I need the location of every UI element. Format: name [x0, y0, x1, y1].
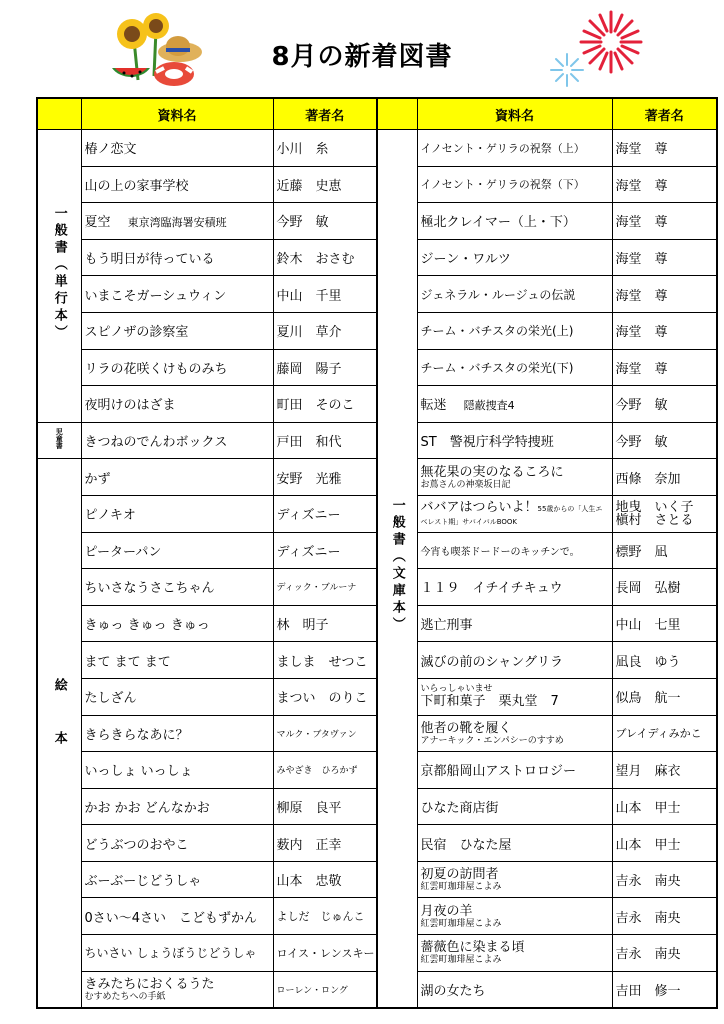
book-author: ましま せつこ: [273, 642, 377, 679]
book-author: 海堂 尊: [612, 276, 717, 313]
book-title: イノセント・ゲリラの祝祭（上）: [417, 130, 612, 167]
table-row: [37, 459, 377, 496]
book-author: まつい のりこ: [273, 678, 377, 715]
book-title: 民宿 ひなた屋: [417, 825, 612, 862]
col-header-title: 資料名: [81, 98, 273, 130]
table-row: [37, 788, 377, 825]
fireworks-illustration: [545, 8, 651, 92]
book-author: 吉永 南央: [612, 861, 717, 898]
table-row: [377, 459, 717, 496]
table-row: [377, 971, 717, 1008]
book-title: ST 警視庁科学特捜班: [417, 422, 612, 459]
book-author: 吉永 南央: [612, 898, 717, 935]
book-title: 薔薇色に染まる頃 紅雲町珈琲屋こよみ: [417, 935, 612, 972]
book-title: 山の上の家事学校: [81, 166, 273, 203]
book-author: 今野 敏: [273, 203, 377, 240]
table-row: [37, 898, 377, 935]
book-title: 月夜の羊 紅雲町珈琲屋こよみ: [417, 898, 612, 935]
book-author: 藤岡 陽子: [273, 349, 377, 386]
book-author: 標野 凪: [612, 532, 717, 569]
table-row: [37, 678, 377, 715]
book-title: ひなた商店街: [417, 788, 612, 825]
book-title: かず: [81, 459, 273, 496]
book-title: 夜明けのはざま: [81, 386, 273, 423]
book-author: 吉田 修一: [612, 971, 717, 1008]
page-title: 8月の新着図書: [271, 42, 453, 72]
book-title: もう明日が待っている: [81, 239, 273, 276]
book-title: ちいさい しょうぼうじどうしゃ: [81, 935, 273, 972]
table-row: [377, 935, 717, 972]
table-row: [377, 532, 717, 569]
book-title: 湖の女たち: [417, 971, 612, 1008]
book-author: 小川 糸: [273, 130, 377, 167]
table-row: [37, 130, 377, 167]
book-author: ディズニー: [273, 532, 377, 569]
left-book-table: [36, 97, 378, 1009]
book-author: 山本 甲士: [612, 825, 717, 862]
right-book-table: [376, 97, 718, 1009]
category-childrens: 児童書: [37, 422, 81, 459]
book-title: いまこそガーシュウィン: [81, 276, 273, 313]
book-author: マルク・ブタヴァン: [273, 715, 377, 752]
book-title: いっしょ いっしょ: [81, 752, 273, 789]
table-row: [37, 349, 377, 386]
table-row: [37, 752, 377, 789]
book-title: ピーターパン: [81, 532, 273, 569]
book-title: きみたちにおくるうた むすめたちへの手紙: [81, 971, 273, 1008]
table-row: [377, 605, 717, 642]
table-row: [37, 312, 377, 349]
col-header-author: 著者名: [273, 98, 377, 130]
book-title: どうぶつのおやこ: [81, 825, 273, 862]
left-book-table-container: [36, 97, 376, 1009]
book-title: 極北クレイマー（上・下）: [417, 203, 612, 240]
book-author: 近藤 史恵: [273, 166, 377, 203]
book-author: 海堂 尊: [612, 130, 717, 167]
book-title: 無花果の実のなるころに お蔦さんの神楽坂日記: [417, 459, 612, 496]
book-title: 0さい～4さい こどもずかん: [81, 898, 273, 935]
book-title: ジーン・ワルツ: [417, 239, 612, 276]
book-title: 初夏の訪問者 紅雲町珈琲屋こよみ: [417, 861, 612, 898]
table-row: [377, 130, 717, 167]
table-row: [377, 386, 717, 423]
table-row: [37, 532, 377, 569]
book-title: 他者の靴を履く アナーキック・エンパシーのすすめ: [417, 715, 612, 752]
book-title: きつねのでんわボックス: [81, 422, 273, 459]
book-title: 夏空 東京湾臨海署安積班: [81, 203, 273, 240]
book-author: 中山 千里: [273, 276, 377, 313]
category-general-paperback: 一般書（文庫本）: [377, 130, 417, 1008]
book-title: チーム・バチスタの栄光(上): [417, 312, 612, 349]
table-row: [377, 678, 717, 715]
book-author: 望月 麻衣: [612, 752, 717, 789]
table-row: [377, 349, 717, 386]
book-author: ブレイディみかこ: [612, 715, 717, 752]
book-title: １１９ イチイチキュウ: [417, 569, 612, 606]
book-author: 今野 敏: [612, 422, 717, 459]
book-title: きらきらなあに？: [81, 715, 273, 752]
book-author: 西條 奈加: [612, 459, 717, 496]
table-row: [37, 276, 377, 313]
book-author: 海堂 尊: [612, 166, 717, 203]
book-title: ぶーぶーじどうしゃ: [81, 861, 273, 898]
book-author: 林 明子: [273, 605, 377, 642]
table-row: [37, 825, 377, 862]
book-title: いらっしゃいませ 下町和菓子 栗丸堂 7: [417, 678, 612, 715]
book-author: ディック・ブルーナ: [273, 569, 377, 606]
book-title: 転迷 隠蔽捜査4: [417, 386, 612, 423]
book-title: イノセント・ゲリラの祝祭（下）: [417, 166, 612, 203]
table-row: [37, 203, 377, 240]
table-row: [377, 825, 717, 862]
table-row: [377, 788, 717, 825]
table-row: [37, 605, 377, 642]
book-author: 安野 光雅: [273, 459, 377, 496]
book-author: 町田 そのこ: [273, 386, 377, 423]
table-row: [377, 495, 717, 532]
book-author: 戸田 和代: [273, 422, 377, 459]
book-title: たしざん: [81, 678, 273, 715]
book-title: リラの花咲くけものみち: [81, 349, 273, 386]
book-author: 山本 忠敬: [273, 861, 377, 898]
book-author: 海堂 尊: [612, 312, 717, 349]
table-row: [377, 239, 717, 276]
book-title: 今宵も喫茶ドードーのキッチンで。: [417, 532, 612, 569]
category-header-cell: [37, 98, 81, 130]
book-author: 似鳥 航一: [612, 678, 717, 715]
book-author: 中山 七里: [612, 605, 717, 642]
table-row: [37, 569, 377, 606]
table-row: [377, 276, 717, 313]
table-row: [377, 203, 717, 240]
table-row: [377, 752, 717, 789]
table-row: [377, 898, 717, 935]
book-title: ババアはつらいよ！55歳からの「人生エベレスト期」サバイバルBOOK: [417, 495, 612, 532]
book-title: 椿ノ恋文: [81, 130, 273, 167]
table-row: [37, 239, 377, 276]
table-row: [37, 166, 377, 203]
book-author: 海堂 尊: [612, 239, 717, 276]
book-title: ピノキオ: [81, 495, 273, 532]
book-author: 海堂 尊: [612, 203, 717, 240]
book-author: 海堂 尊: [612, 349, 717, 386]
table-row: [377, 312, 717, 349]
book-author: 夏川 草介: [273, 312, 377, 349]
book-author: 柳原 良平: [273, 788, 377, 825]
category-picture-books: 絵本: [37, 459, 81, 1008]
book-title: まて まて まて: [81, 642, 273, 679]
book-title: きゅっ きゅっ きゅっ: [81, 605, 273, 642]
table-row: [37, 386, 377, 423]
book-title: スピノザの診察室: [81, 312, 273, 349]
table-row: [37, 971, 377, 1008]
book-title: ジェネラル・ルージュの伝説: [417, 276, 612, 313]
book-author: よしだ じゅんこ: [273, 898, 377, 935]
page-header: [0, 0, 724, 98]
book-author: 今野 敏: [612, 386, 717, 423]
category-header-cell: [377, 98, 417, 130]
col-header-title: 資料名: [417, 98, 612, 130]
table-row: [37, 642, 377, 679]
table-row: [37, 715, 377, 752]
book-author: 薮内 正幸: [273, 825, 377, 862]
table-row: [377, 422, 717, 459]
table-row: [377, 166, 717, 203]
book-author: 吉永 南央: [612, 935, 717, 972]
book-title: 滅びの前のシャングリラ: [417, 642, 612, 679]
book-title: 京都船岡山アストロロジー: [417, 752, 612, 789]
book-title: チーム・バチスタの栄光(下): [417, 349, 612, 386]
table-row: [37, 935, 377, 972]
book-author: 鈴木 おさむ: [273, 239, 377, 276]
table-row: [377, 569, 717, 606]
table-row: [377, 861, 717, 898]
book-author: ローレン・ロング: [273, 971, 377, 1008]
book-author: 長岡 弘樹: [612, 569, 717, 606]
col-header-author: 著者名: [612, 98, 717, 130]
book-author: 地曳 いく子 槇村 さとる: [612, 495, 717, 532]
right-book-table-container: [376, 97, 716, 1009]
book-title: 逃亡刑事: [417, 605, 612, 642]
book-author: ロイス・レンスキー: [273, 935, 377, 972]
book-author: みやざき ひろかず: [273, 752, 377, 789]
table-row: [377, 642, 717, 679]
book-title: ちいさなうさこちゃん: [81, 569, 273, 606]
table-row: [377, 715, 717, 752]
category-general-hardcover: 一般書（単行本）: [37, 130, 81, 423]
book-author: ディズニー: [273, 495, 377, 532]
book-author: 山本 甲士: [612, 788, 717, 825]
book-title: かお かお どんなかお: [81, 788, 273, 825]
table-row: [37, 495, 377, 532]
table-row: [37, 861, 377, 898]
book-author: 凪良 ゆう: [612, 642, 717, 679]
table-row: [37, 422, 377, 459]
